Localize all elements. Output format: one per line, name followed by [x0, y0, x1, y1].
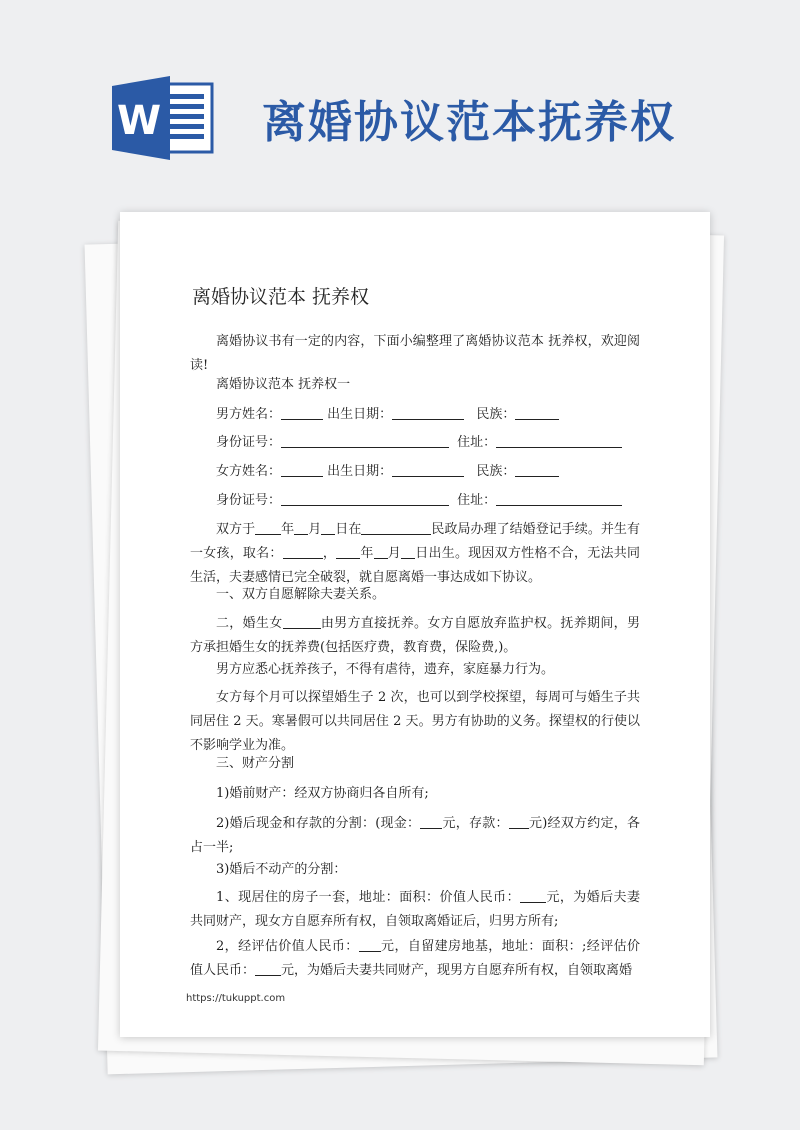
blank-field — [283, 544, 323, 559]
word-logo-letter: W — [116, 98, 162, 144]
blank-field — [496, 433, 622, 448]
male-info-line — [216, 405, 559, 425]
blank-field — [255, 520, 281, 535]
text-run: 元，自留建房地基，地址：面积：;经评估价值人民币： — [190, 939, 640, 978]
female-info-line — [216, 462, 559, 482]
female-id-line — [216, 491, 622, 511]
text-run: 日在 — [335, 522, 362, 537]
label-male-ethnic: 民族： — [476, 407, 516, 422]
visit-paragraph: 女方每个月可以探望婚生子 2 次，也可以到学校探望，每周可与婚生子共同居住 2 天。寒暑假可以共同居住 2 天。男方有协助的义务。探望权的行使以不影响学业为准。 — [190, 690, 640, 753]
label-female-name: 女方姓名： — [216, 464, 282, 479]
blank-field — [283, 614, 321, 629]
blank-field — [509, 814, 529, 829]
text-run: 民政局办理了结婚登记手续。并生有一女孩，取名： — [190, 522, 640, 561]
text-run: 元，为婚后夫妻共同财产，现女方自愿弃所有权，自领取离婚证后，归男方所有; — [190, 890, 640, 929]
blank-field — [401, 544, 415, 559]
blank-field — [515, 405, 559, 420]
document-title: 离婚协议范本 抚养权 — [192, 286, 370, 308]
abuse-paragraph: 男方应悉心抚养孩子，不得有虐待，遗弃，家庭暴力行为。 — [216, 662, 555, 677]
text-run: 日出生。现因双方性格不合，无法共同生活，夫妻感情已完全破裂，就自愿离婚一事达成如下协议。 — [190, 546, 640, 585]
text-run: 二，婚生女 — [216, 616, 283, 631]
blank-field — [281, 405, 323, 420]
label-female-id: 身份证号： — [216, 493, 282, 508]
label-male-birth: 出生日期： — [327, 407, 393, 422]
blank-field — [281, 433, 449, 448]
section-2 — [190, 612, 640, 660]
blank-field — [294, 520, 308, 535]
text-run: 2，经评估价值人民币： — [216, 939, 359, 954]
section-1: 一、双方自愿解除夫妻关系。 — [216, 587, 386, 602]
subtitle-paragraph: 离婚协议范本 抚养权一 — [216, 377, 351, 392]
intro-paragraph: 离婚协议书有一定的内容，下面小编整理了离婚协议范本 抚养权，欢迎阅读! — [190, 334, 640, 373]
blank-field — [255, 961, 281, 976]
marriage-paragraph — [190, 518, 640, 590]
house-item-2 — [190, 935, 640, 983]
section-3: 三、财产分割 — [216, 756, 295, 771]
text-run: 月 — [308, 522, 322, 537]
text-run: 年 — [360, 546, 374, 561]
property-item-2 — [190, 812, 640, 860]
blank-field — [420, 814, 442, 829]
text-run: 由男方直接抚养。女方自愿放弃监护权。抚养期间，男方承担婚生女的抚养费(包括医疗费，教育费，保险费,)。 — [190, 616, 640, 655]
blank-field — [281, 462, 323, 477]
footer-link[interactable]: https://tukuppt.com — [186, 993, 286, 1004]
blank-field — [321, 520, 335, 535]
property-item-3: 3)婚后不动产的分割： — [216, 862, 347, 877]
document-page — [120, 212, 710, 1037]
blank-field — [392, 462, 464, 477]
page-title: 离婚协议范本抚养权 — [262, 97, 676, 148]
text-run: 双方于 — [216, 522, 256, 537]
blank-field — [392, 405, 464, 420]
word-icon — [112, 76, 214, 160]
blank-field — [520, 888, 546, 903]
label-male-name: 男方姓名： — [216, 407, 282, 422]
blank-field — [496, 491, 622, 506]
label-female-birth: 出生日期： — [327, 464, 393, 479]
blank-field — [281, 491, 449, 506]
blank-field — [359, 937, 381, 952]
male-id-line — [216, 433, 622, 453]
label-male-id: 身份证号： — [216, 435, 282, 450]
text-run: 1、现居住的房子一套，地址：面积：价值人民币： — [216, 890, 521, 905]
blank-field — [336, 544, 360, 559]
label-female-ethnic: 民族： — [476, 464, 516, 479]
blank-field — [515, 462, 559, 477]
text-run: 月 — [387, 546, 402, 561]
text-run: 元，为婚后夫妻共同财产，现男方自愿弃所有权，自领取离婚 — [281, 963, 633, 978]
blank-field — [361, 520, 431, 535]
property-item-1: 1)婚前财产：经双方协商归各自所有; — [216, 786, 429, 801]
text-run: 元，存款： — [442, 816, 509, 831]
text-run: 年 — [281, 522, 295, 537]
text-run: 2)婚后现金和存款的分割：(现金： — [216, 816, 421, 831]
header — [0, 0, 800, 210]
label-male-addr: 住址： — [457, 435, 497, 450]
house-item-1 — [190, 886, 640, 934]
blank-field — [374, 544, 388, 559]
label-female-addr: 住址： — [457, 493, 497, 508]
text-run: 元)经双方约定，各占一半; — [190, 816, 640, 855]
text-run: ， — [322, 546, 337, 561]
